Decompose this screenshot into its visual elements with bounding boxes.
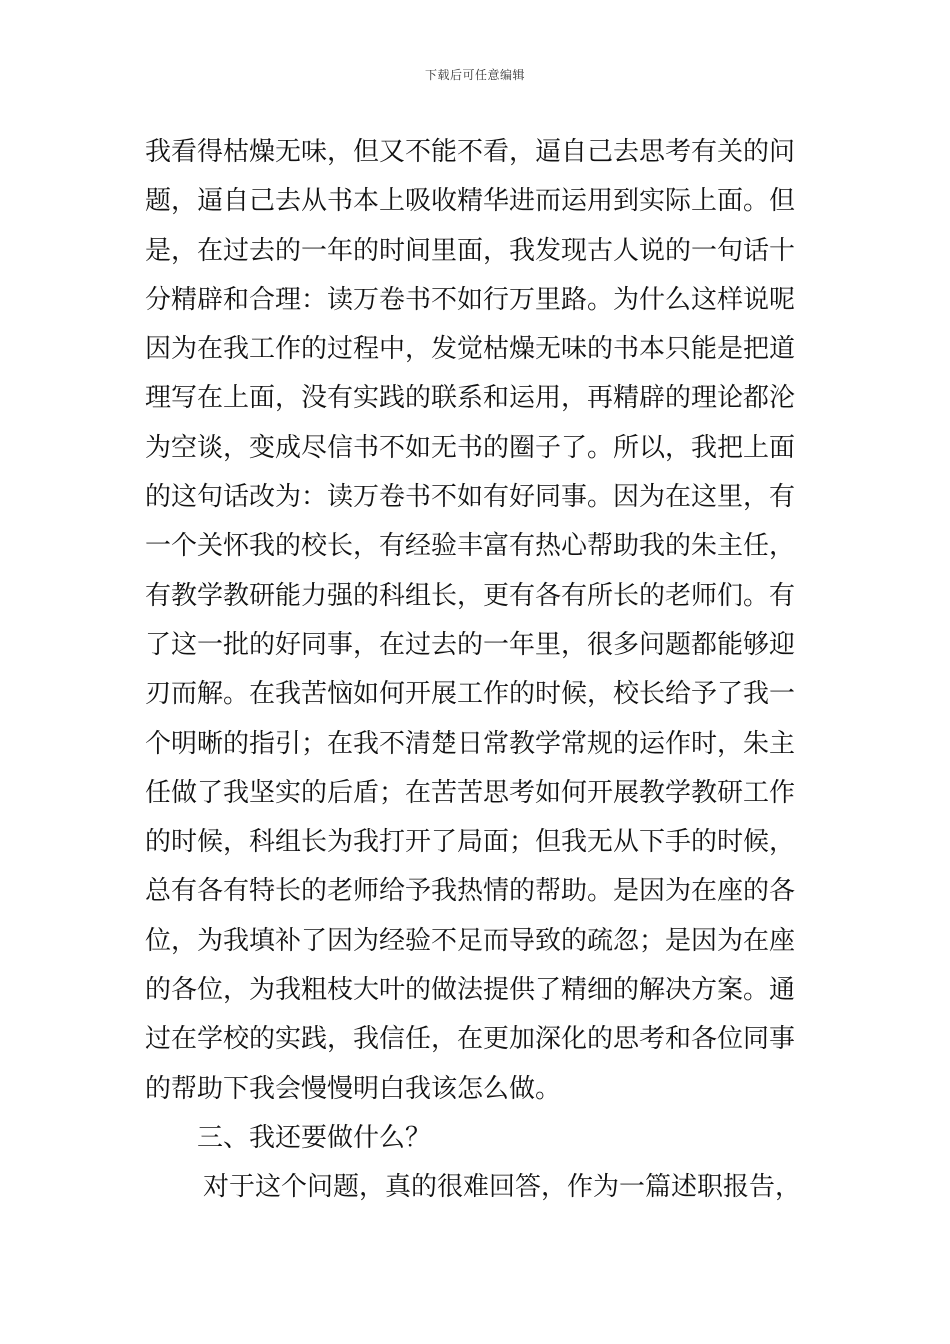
text-line: 的时候，科组长为我打开了局面；但我无从下手的时候， bbox=[145, 827, 796, 858]
text-line: 因为在我工作的过程中，发觉枯燥无味的书本只能是把道 bbox=[145, 334, 796, 365]
body-text bbox=[145, 128, 815, 1213]
text-line: 了这一批的好同事，在过去的一年里，很多问题都能够迎 bbox=[145, 629, 796, 660]
text-line: 一个关怀我的校长，有经验丰富有热心帮助我的朱主任， bbox=[145, 531, 796, 562]
text-line: 分精辟和合理：读万卷书不如行万里路。为什么这样说呢 bbox=[145, 284, 796, 315]
text-line: 题，逼自己去从书本上吸收精华进而运用到实际上面。但 bbox=[145, 186, 796, 217]
section-heading: 三、我还要做什么？ bbox=[197, 1122, 432, 1153]
text-line: 刃而解。在我苦恼如何开展工作的时候，校长给予了我一 bbox=[145, 679, 796, 710]
text-line: 是，在过去的一年的时间里面，我发现古人说的一句话十 bbox=[145, 235, 796, 266]
text-line: 理写在上面，没有实践的联系和运用，再精辟的理论都沦 bbox=[145, 383, 796, 414]
text-line: 位，为我填补了因为经验不足而导致的疏忽；是因为在座 bbox=[145, 925, 796, 956]
text-line: 为空谈，变成尽信书不如无书的圈子了。所以，我把上面 bbox=[145, 432, 796, 463]
paragraph-start-line: 对于这个问题，真的很难回答，作为一篇述职报告， bbox=[203, 1172, 802, 1203]
text-line: 任做了我坚实的后盾；在苦苦思考如何开展教学教研工作 bbox=[145, 777, 796, 808]
text-line: 的这句话改为：读万卷书不如有好同事。因为在这里，有 bbox=[145, 482, 796, 513]
text-line: 我看得枯燥无味，但又不能不看，逼自己去思考有关的问 bbox=[145, 137, 796, 167]
text-line: 的各位，为我粗枝大叶的做法提供了精细的解决方案。通 bbox=[145, 975, 796, 1006]
header-note: 下载后可任意编辑 bbox=[424, 68, 525, 82]
text-line: 有教学教研能力强的科组长，更有各有所长的老师们。有 bbox=[145, 580, 796, 611]
text-line: 总有各有特长的老师给予我热情的帮助。是因为在座的各 bbox=[145, 876, 796, 907]
text-line: 过在学校的实践，我信任，在更加深化的思考和各位同事 bbox=[145, 1024, 796, 1055]
text-line: 个明晰的指引；在我不清楚日常教学常规的运作时，朱主 bbox=[145, 728, 796, 759]
text-line: 的帮助下我会慢慢明白我该怎么做。 bbox=[145, 1073, 562, 1104]
